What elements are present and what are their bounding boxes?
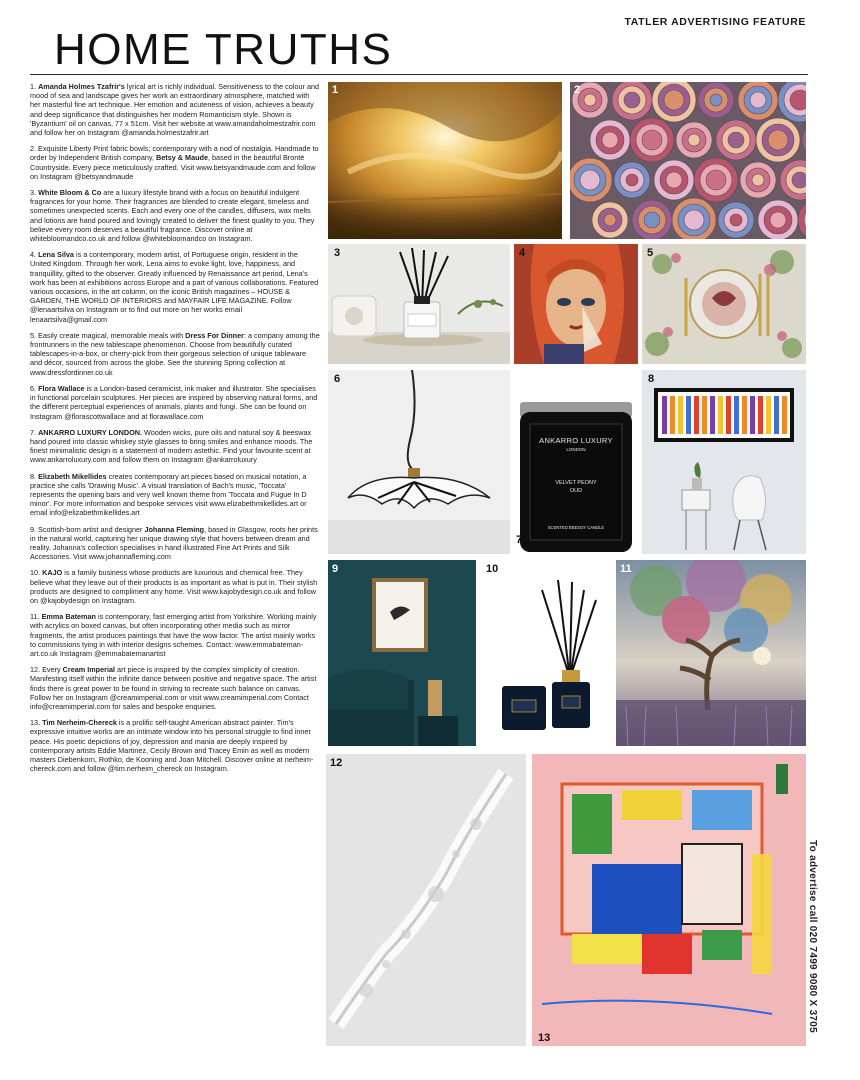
entry-lead: 5. Easily create magical, memorable meals with [30,330,186,340]
entry-name: Amanda Holmes Tzafrir's [38,82,125,91]
entry-8 [30,472,320,518]
entry-text: art piece is inspired by the complex simplicity of creation. Manifesting itself within the infinite dance between positive and negative space. The artist finds there is great power to be found in striving to recreate such balance on canvas. Follow her on Instagram @creamimperial.com or visit www.creamimperial.com Contact info@creamimperial.com for sales and bespoke enquiries. [30,665,317,711]
photo-9-print-room [328,560,476,746]
photo-number-3: 3 [334,247,341,259]
entry-name: Flora Wallace [38,383,85,393]
entry-text: creates contemporary art pieces based on musical notation, a practice she calls 'Drawing Music'. A visual translation of Bach's music, 'Toccata' represents the opening bars and very well known theme from 'Toccata and Fugue In D minor'. For more information and bespoke services visit www.elizabethmikellides.art or email info@elizabethmikellides.art [30,471,307,518]
entry-lead: 7. [30,427,39,437]
photo-1-painting [328,82,562,239]
entry-text: is a prolific self-taught American abstract painter. Tim's expressive intuitive works are an intimate window into his personal struggle to find inner peace. His poetic depictions of joy, depression and mania are deeply inspired by contemporary artists Eddie Martinez, Cecily Brown and Tracey Emin as well as modern masters Diebenkorn, Rothko, de Kooning and Joan Mitchell. Discover online at nerheim-chereck.com and follow @tim.nerheim_chereck on Instagram. [30,718,314,774]
entry-1 [30,82,320,137]
photo-8-music-art [642,370,806,554]
entry-11 [30,612,320,658]
photo-number-11: 11 [620,563,632,575]
entry-lead: 3. [30,188,39,198]
feature-label: TATLER ADVERTISING FEATURE [624,16,806,28]
entry-text: , based in the beautiful Brontë Countryside. Every piece meticulously crafted. Visit www.betsyandmaude.com and follow on Instagram @betsyandmaude [30,153,316,181]
page-title: HOME TRUTHS [54,25,393,74]
entry-text: is a family business whose products are luxurious and chemical free. They believe what they leave out of their products is as important as what is put in. Their stylish products are designed to compliment any home. Visit www.kajobydesign.co.uk and follow on @kajobydesign on Instagram. [30,568,318,605]
candle-brand: ANKARRO LUXURY [539,436,613,445]
entry-lead: 2. Exquisite Liberty Print fabric bowls; contemporary with a nod of nostalgia. Handmade to order by Independent British company, [30,144,319,163]
candle-label [530,426,622,538]
entry-name: Dress For Dinner [185,330,244,340]
entries-column [30,82,320,780]
entry-text: is contemporary, fast emerging artist from Yorkshire. Working mainly with acrylics on boxed canvas, but often incorporating other media such as mirror fragments, the artist produces paintings that have the wow factor. The artist mainly works to commissions tying in with interior designs schemes. Contact: www.emmabateman-art.co.uk Instagram @emmabatemanartist [30,612,317,658]
entry-name: KAJO [42,568,63,578]
photo-number-12: 12 [330,757,343,769]
entry-5 [30,331,320,377]
entry-name: White Bloom & Co [38,188,102,198]
photo-2-fabric-bowls [570,82,806,239]
candle-footer: SCENTED BEESOY CANDLE [547,525,605,530]
photo-6-pendant-light [328,370,510,554]
photo-number-2: 2 [574,84,581,96]
entry-lead: 10. [30,568,43,578]
entry-text: is a London-based ceramicist, ink maker and illustrator. She specialises in functional porcelain sculptures. Her pieces are inspired by observing natural forms, and the different perceptual experiences of animals, plants and fungi. She can be found on Instagram @florascottwallace and at florawallace.com [30,383,318,421]
entry-name: Johanna Fleming [144,524,205,534]
entry-lead: 1. [30,82,39,91]
entry-lead: 13. [30,718,43,728]
entry-4 [30,250,320,324]
entry-lead: 6. [30,383,39,393]
candle-scent-line2: OUD [569,488,583,494]
photo-number-5: 5 [647,247,654,259]
photo-number-4: 4 [519,247,526,259]
entry-name: Lena Silva [38,250,74,260]
entry-10 [30,568,320,605]
photo-11-tree-painting [616,560,806,746]
entry-7 [30,428,320,465]
entry-9 [30,525,320,562]
photo-number-7: 7 [516,534,523,546]
entry-text: lyrical art is richly individual. Sensitiveness to the colour and mood of sea and landscape gives her work an extraordinary atmosphere, matched with her masterful fine art technique. Her emotion and acuteness of vision, achieves a beauty and deep significance that distinguishes her modern Romanticism style. Shown is 'Byzantium' oil on canvas, 77 x 51cm. Visit her website at www.amandaholmestzafrir.com and follow her on Instagram @amanda.holmestzafrir.art [30,82,320,138]
entry-lead: 11. [30,612,42,622]
entry-3 [30,188,320,243]
entry-text: , based in Glasgow, roots her prints in the natural world, capturing her unique drawing style that hovers between dream and reality. Johanna's collection specialises in hand illustrated Fine Art Prints and Silk Accessories. Visit www.johannafleming.com [30,524,318,562]
photo-number-8: 8 [648,373,655,385]
photo-5-tablescape [642,244,806,364]
entry-lead: 4. [30,250,39,260]
entry-6 [30,384,320,421]
entry-lead: 12. Every [30,665,63,675]
candle-scent-line1: VELVET PEONY [555,480,597,486]
photo-number-9: 9 [332,563,339,575]
entry-lead: 9. Scottish-born artist and designer [30,524,145,534]
entry-name: Cream Imperial [62,665,116,675]
photo-number-10: 10 [486,563,499,575]
entry-name: Emma Bateman [41,612,96,622]
photo-12-textured-canvas [326,754,526,1046]
photo-number-13: 13 [538,1032,551,1044]
entry-2 [30,144,320,181]
entry-lead: 8. [30,471,39,481]
photo-7-candle [514,400,638,554]
header-divider [30,74,808,75]
entry-text: Wooden wicks, pure oils and natural soy & beeswax hand poured into classic whiskey style glasses to bring smiles and enhance moods. The finest minimalistic design is a statement of modern astethic. Find your favourite scent at www.ankarroluxury.com and follow them on Instagram @ankarroluxury [30,427,313,465]
entry-name: Betsy & Maude [156,153,208,163]
entry-13 [30,718,320,773]
entry-12 [30,665,320,711]
entry-name: Elizabeth Mikellides [38,471,107,481]
candle-city: LONDON [566,447,586,452]
photo-4-portrait [514,244,638,364]
photo-number-1: 1 [332,84,339,96]
photo-number-6: 6 [334,373,341,385]
photo-13-abstract-painting [532,754,806,1046]
photo-10-kajo-diffuser [482,560,610,746]
entry-text: is a contemporary, modern artist, of Portuguese origin, resident in the United Kingdom. Through her work, Lena aims to evoke light, love, happiness, and tranquillity, gifted to the observer. Greatly influenced by Renaissance art period, Lena's work has been at exhibitions across Europe and a part of various collaborations. Featured various occasions, in the art column, on the iconic British magazines – HOUSE & GARDEN, THE WORLD OF INTERIORS and MAYFAIR LIFE MAGAZINE. Follow @lenaartsilva on Instagram or to find out more on her works email lenaartsilva@gmail.com [30,250,319,324]
entry-text: : a company among the frontrunners in the new tablescape phenomenon. Choose from beautifully curated tablescapes-in-a-box, or cherry-pick from their gorgeous selection of unique tableware and décor, sourced from across the globe. See the stunning Spring collection at www.dressfordinner.co.uk [30,330,320,377]
advertise-contact: To advertise call 020 7499 9080 X 3705 [807,840,818,1034]
photo-3-diffuser [328,244,510,364]
entry-name: ANKARRO LUXURY LONDON. [38,427,142,437]
entry-name: Tim Nerheim-Chereck [42,718,117,728]
entry-text: are a luxury lifestyle brand with a focus on beautiful indulgent fragrances for your home. Their fragrances are blended to create elegant, timeless and sometimes unexpected scents. Each and every one of the candles, diffusers, wax melts and lotions are hand poured and lovingly created to deliver the finest quality to you. They believe every room deserves a beautiful fragrance. Discover online at whitebloomandco.co.uk and follow @whitebloomandco on Instagram. [30,188,315,244]
